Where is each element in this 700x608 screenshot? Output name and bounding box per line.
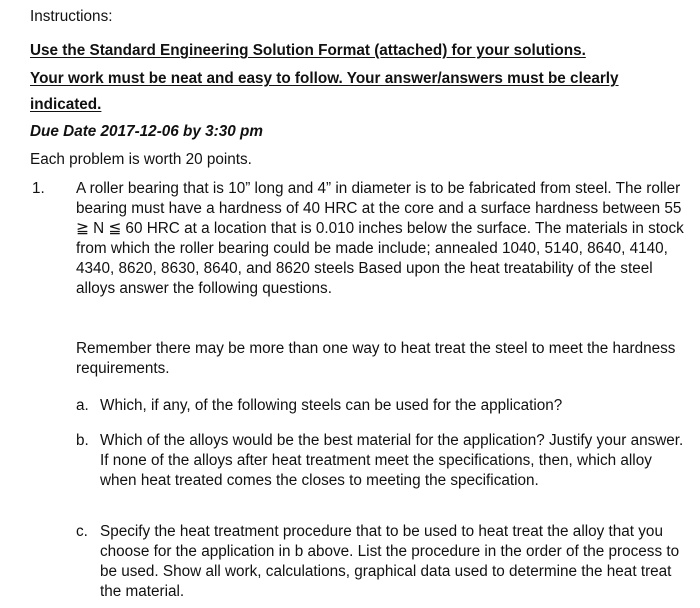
part-c-letter: c.: [76, 523, 88, 540]
neatness-instruction-heading-cont: indicated.: [30, 96, 102, 113]
problem-reminder: Remember there may be more than one way to heat treat the steel to meet the hardness requirements.: [76, 340, 676, 377]
problem-part-b: [76, 431, 686, 491]
problem-part-a: [76, 396, 686, 416]
problem-statement: A roller bearing that is 10” long and 4” in diameter is to be fabricated from steel. The roller bearing must have a hardness of 40 HRC at the core and a surface hardness between 55 ≧ N ≦ 60 HRC at a location that is 0.010 inches below the surface. The materials in stock from which the roller bearing could be made include; annealed 1040, 5140, 8640, 4140, 4340, 8620, 8630, 8640, and 8620 steels Based upon the heat treatability of the steel alloys answer the following questions.: [76, 180, 684, 297]
neatness-instruction-heading: Your work must be neat and easy to follow. Your answer/answers must be clearly: [30, 70, 619, 87]
due-date: Due Date 2017-12-06 by 3:30 pm: [30, 123, 263, 140]
part-a-text: Which, if any, of the following steels can be used for the application?: [100, 397, 563, 414]
part-b-text: Which of the alloys would be the best material for the application? Justify your answer. If none of the alloys after heat treatment meet the specifications, then, which alloy when heat treated comes the closes to meeting the specification.: [100, 432, 684, 489]
problem-part-c: [76, 522, 686, 602]
format-instruction-heading: Use the Standard Engineering Solution Format (attached) for your solutions.: [30, 42, 586, 59]
points-note: Each problem is worth 20 points.: [30, 151, 252, 168]
part-b-letter: b.: [76, 432, 89, 449]
part-c-text: Specify the heat treatment procedure that to be used to heat treat the alloy that you choose for the application in b above. List the procedure in the order of the process to be used. Show all work, calculations, graphical data used to determine the heat treat the material.: [100, 523, 680, 600]
problem-number: 1.: [32, 180, 45, 197]
instructions-label: Instructions:: [30, 8, 113, 25]
part-a-letter: a.: [76, 397, 89, 414]
